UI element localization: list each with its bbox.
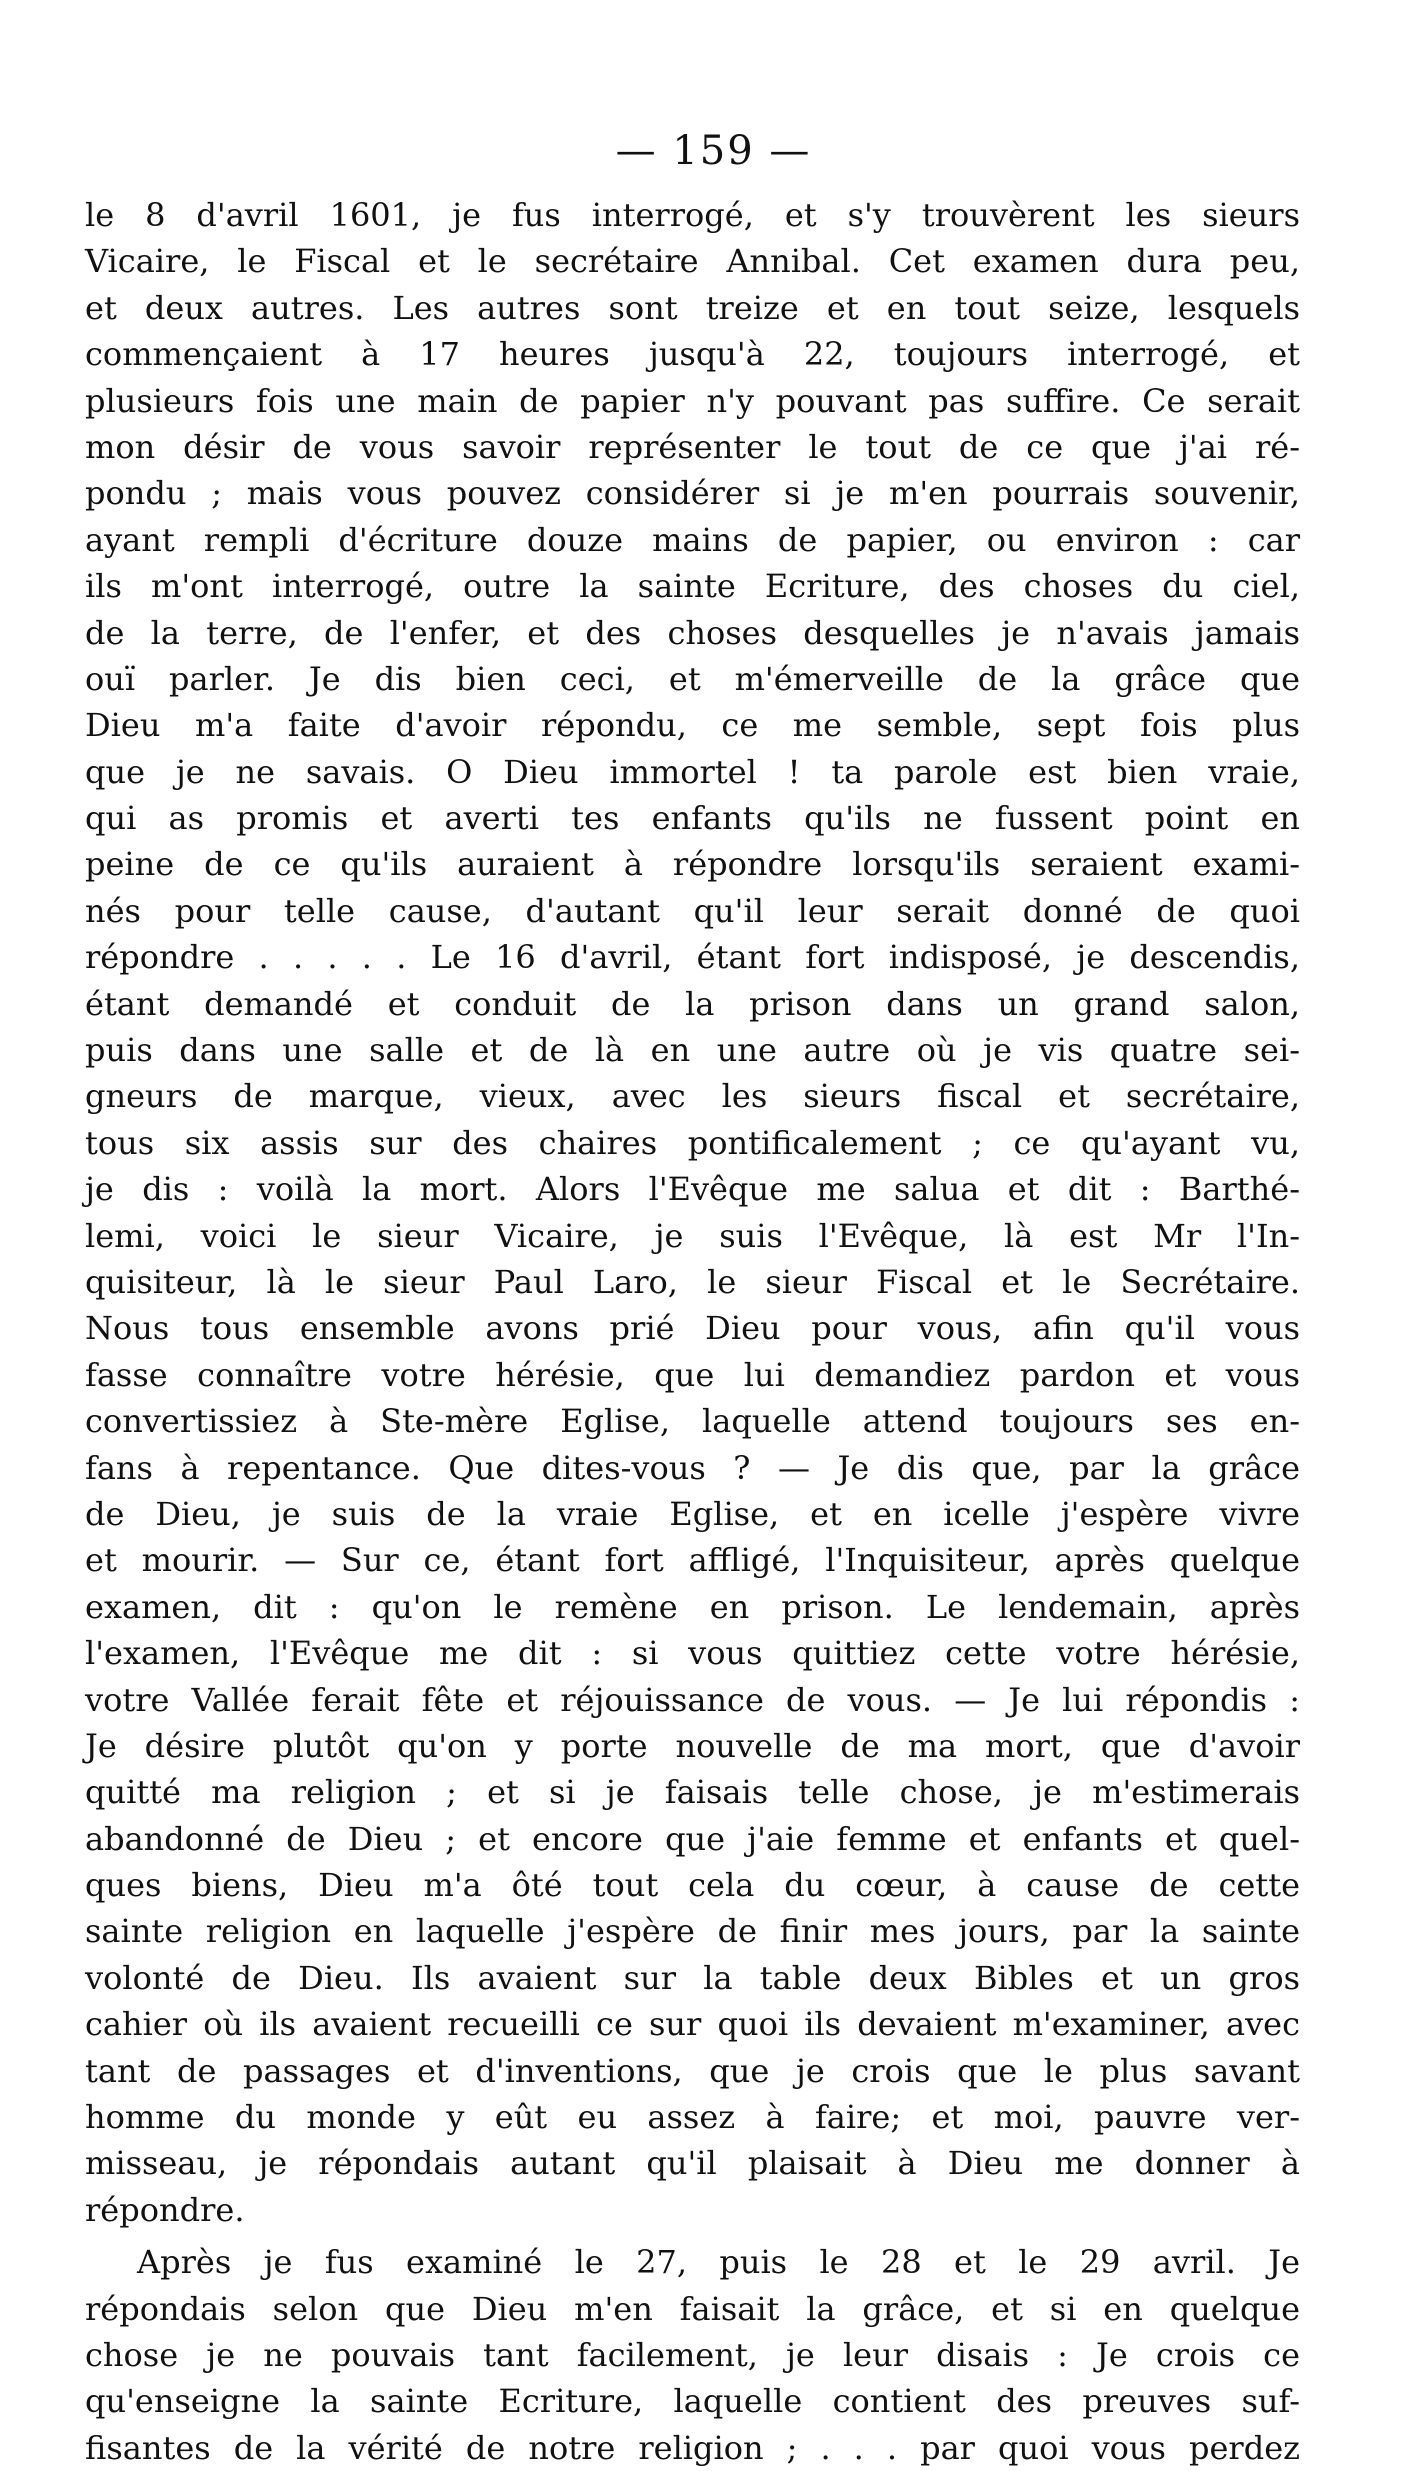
text-line: ayant rempli d'écriture douze mains de papier, ou environ : car <box>85 520 1300 559</box>
text-line: je dis : voilà la mort. Alors l'Evêque me salua et dit : Barthé- <box>85 1170 1300 1209</box>
text-line: fasse connaître votre hérésie, que lui demandiez pardon et vous <box>85 1355 1300 1394</box>
text-line: abandonné de Dieu ; et encore que j'aie femme et enfants et quel- <box>85 1819 1300 1858</box>
text-line: de la terre, de l'enfer, et des choses desquelles je n'avais jamais <box>85 613 1300 652</box>
text-line: votre Vallée ferait fête et réjouissance de vous. — Je lui répondis : <box>85 1680 1300 1719</box>
text-line: cahier où ils avaient recueilli ce sur quoi ils devaient m'examiner, avec <box>85 2005 1300 2044</box>
text-line: répondais selon que Dieu m'en faisait la grâce, et si en quelque <box>85 2289 1300 2328</box>
text-line: répondre . . . . . Le 16 d'avril, étant fort indisposé, je descendis, <box>85 938 1300 977</box>
text-line: nés pour telle cause, d'autant qu'il leur serait donné de quoi <box>85 891 1300 930</box>
text-line: convertissiez à Ste-mère Eglise, laquelle attend toujours ses en- <box>85 1402 1300 1441</box>
text-line: peine de ce qu'ils auraient à répondre lorsqu'ils seraient exami- <box>85 845 1300 884</box>
text-line: le 8 d'avril 1601, je fus interrogé, et s'y trouvèrent les sieurs <box>85 196 1300 234</box>
text-line: fisantes de la vérité de notre religion ; . . . par quoi vous perdez <box>85 2428 1300 2467</box>
text-line: chose je ne pouvais tant facilement, je leur disais : Je crois ce <box>85 2335 1300 2374</box>
text-line: fans à repentance. Que dites-vous ? — Je dis que, par la grâce <box>85 1448 1300 1487</box>
text-line: que je ne savais. O Dieu immortel ! ta parole est bien vraie, <box>85 752 1300 791</box>
text-line: qu'enseigne la sainte Ecriture, laquelle contient des preuves suf- <box>85 2382 1300 2421</box>
text-line: et mourir. — Sur ce, étant fort affligé, l'Inquisiteur, après quelque <box>85 1541 1300 1580</box>
text-line: plusieurs fois une main de papier n'y pouvant pas suffire. Ce serait <box>85 381 1300 420</box>
text-line: qui as promis et averti tes enfants qu'ils ne fussent point en <box>85 799 1300 838</box>
text-line: Après je fus examiné le 27, puis le 28 et le 29 avril. Je <box>137 2243 1300 2282</box>
body-text <box>85 192 1300 2471</box>
text-line: ouï parler. Je dis bien ceci, et m'émerveille de la grâce que <box>85 659 1300 698</box>
text-line: sainte religion en laquelle j'espère de finir mes jours, par la sainte <box>85 1912 1300 1951</box>
text-line: volonté de Dieu. Ils avaient sur la table deux Bibles et un gros <box>85 1958 1300 1997</box>
text-line: de Dieu, je suis de la vraie Eglise, et en icelle j'espère vivre <box>85 1494 1300 1533</box>
text-line: Nous tous ensemble avons prié Dieu pour vous, afin qu'il vous <box>85 1309 1300 1348</box>
text-line: examen, dit : qu'on le remène en prison. Le lendemain, après <box>85 1587 1300 1626</box>
text-line: tous six assis sur des chaires pontificalement ; ce qu'ayant vu, <box>85 1123 1300 1162</box>
text-line: et deux autres. Les autres sont treize et en tout seize, lesquels <box>85 288 1300 327</box>
text-line: Je désire plutôt qu'on y porte nouvelle de ma mort, que d'avoir <box>85 1726 1300 1765</box>
text-line: gneurs de marque, vieux, avec les sieurs fiscal et secrétaire, <box>85 1077 1300 1116</box>
text-line: commençaient à 17 heures jusqu'à 22, toujours interrogé, et <box>85 335 1300 374</box>
text-line: Vicaire, le Fiscal et le secrétaire Annibal. Cet examen dura peu, <box>85 242 1300 281</box>
text-line: quitté ma religion ; et si je faisais telle chose, je m'estimerais <box>85 1773 1300 1812</box>
text-line: quisiteur, là le sieur Paul Laro, le sieur Fiscal et le Secrétaire. <box>85 1262 1300 1301</box>
text-line: puis dans une salle et de là en une autre où je vis quatre sei- <box>85 1031 1300 1070</box>
text-line: lemi, voici le sieur Vicaire, je suis l'Evêque, là est Mr l'In- <box>85 1216 1300 1255</box>
text-line: ils m'ont interrogé, outre la sainte Ecriture, des choses du ciel, <box>85 567 1300 606</box>
text-line: tant de passages et d'inventions, que je crois que le plus savant <box>85 2051 1300 2090</box>
text-line: homme du monde y eût eu assez à faire; et moi, pauvre ver- <box>85 2098 1300 2137</box>
text-line: mon désir de vous savoir représenter le tout de ce que j'ai ré- <box>85 427 1300 466</box>
text-line: Dieu m'a faite d'avoir répondu, ce me semble, sept fois plus <box>85 706 1300 745</box>
text-line: misseau, je répondais autant qu'il plaisait à Dieu me donner à <box>85 2144 1300 2183</box>
text-line: pondu ; mais vous pouvez considérer si je m'en pourrais souvenir, <box>85 474 1300 513</box>
text-line: répondre. <box>85 2190 245 2229</box>
page-number: — 159 — <box>615 128 812 174</box>
text-line: l'examen, l'Evêque me dit : si vous quittiez cette votre hérésie, <box>85 1634 1300 1673</box>
text-line: ques biens, Dieu m'a ôté tout cela du cœur, à cause de cette <box>85 1866 1300 1905</box>
text-line: étant demandé et conduit de la prison dans un grand salon, <box>85 984 1300 1023</box>
